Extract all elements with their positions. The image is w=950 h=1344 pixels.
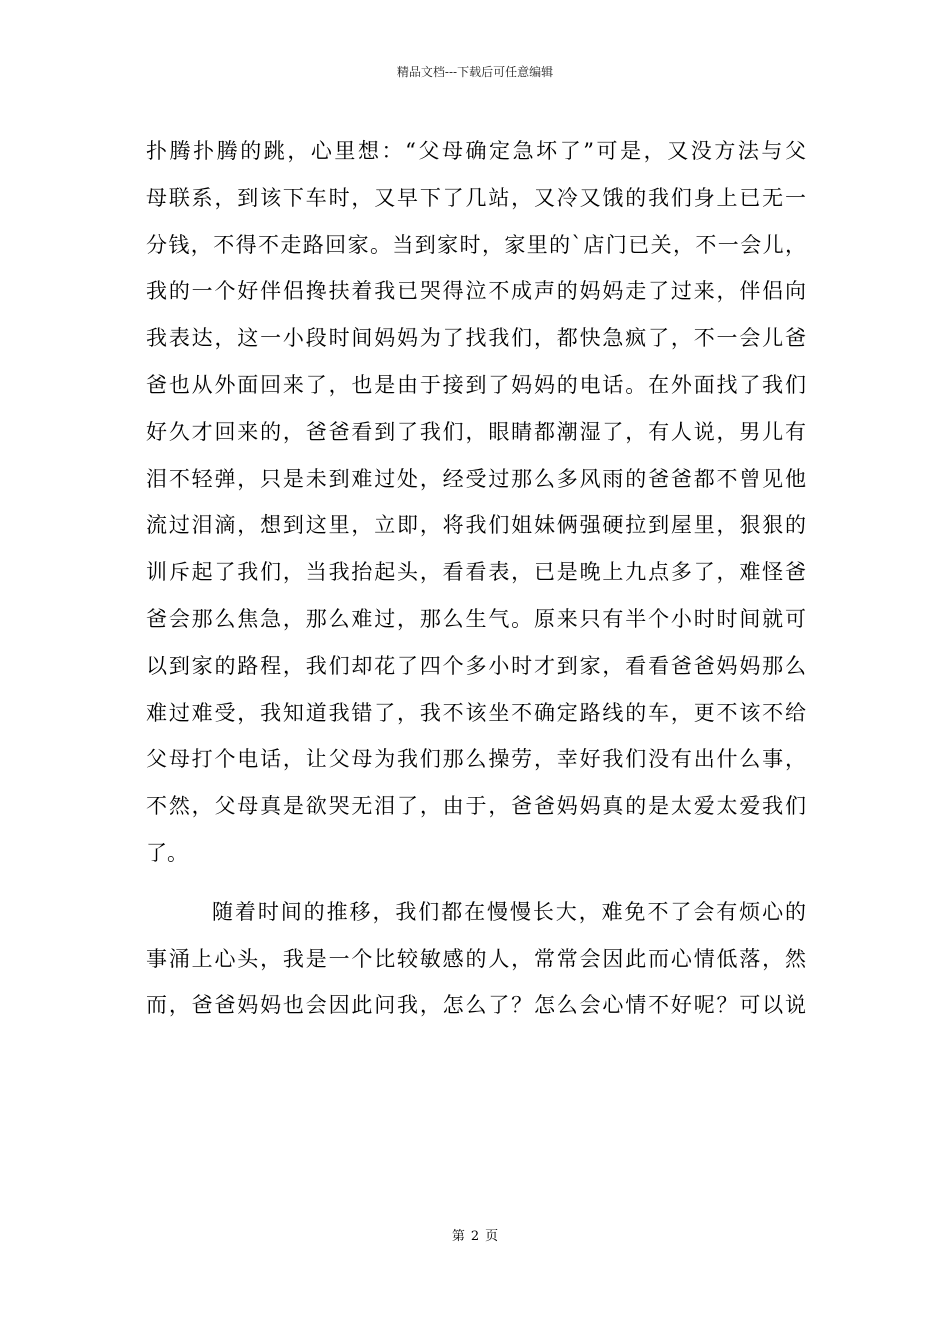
text-line: 分钱，不得不走路回家。当到家时，家里的`店门已关，不一会儿， [146,232,806,257]
page-number-prefix: 第 [451,1229,465,1244]
text-line: 母联系，到该下车时，又早下了几站，又冷又饿的我们身上已无一 [146,185,806,210]
text-line: 随着时间的推移，我们都在慢慢长大，难免不了会有烦心的 [212,899,806,924]
text-line: 训斥起了我们，当我抬起头，看看表，已是晚上九点多了，难怪爸 [146,560,806,585]
text-line: 而，爸爸妈妈也会因此问我，怎么了？怎么会心情不好呢？可以说 [146,993,806,1018]
text-line: 泪不轻弹，只是未到难过处，经受过那么多风雨的爸爸都不曾见他 [146,466,806,491]
text-line: 了。 [146,840,188,865]
text-line: 以到家的路程，我们却花了四个多小时才到家，看看爸爸妈妈那么 [146,653,806,678]
paragraph-gap [146,877,806,889]
text-line: 父母打个电话，让父母为我们那么操劳，幸好我们没有出什么事， [146,747,806,772]
paragraph-1 [146,128,806,877]
text-line: 扑腾扑腾的跳，心里想：“父母确定急坏了”可是，又没方法与父 [146,139,806,163]
text-line: 难过难受，我知道我错了，我不该坐不确定路线的车，更不该不给 [146,700,806,725]
page-header [0,64,950,80]
text-line: 爸也从外面回来了，也是由于接到了妈妈的电话。在外面找了我们 [146,372,806,397]
document-body [146,128,806,1029]
text-line: 事涌上心头，我是一个比较敏感的人，常常会因此而心情低落，然 [146,946,806,971]
page-number [0,1228,950,1246]
text-line: 爸会那么焦急，那么难过，那么生气。原来只有半个小时时间就可 [146,606,806,631]
text-line: 我表达，这一小段时间妈妈为了找我们，都快急疯了，不一会儿爸 [146,326,806,351]
paragraph-2 [146,889,806,1029]
page-number-value: 2 [470,1229,480,1244]
text-line: 不然，父母真是欲哭无泪了，由于，爸爸妈妈真的是太爱太爱我们 [146,794,806,819]
text-line: 我的一个好伴侣搀扶着我已哭得泣不成声的妈妈走了过来，伴侣向 [146,279,806,304]
page-number-suffix: 页 [485,1229,499,1244]
text-line: 流过泪滴，想到这里，立即，将我们姐妹俩强硬拉到屋里，狠狠的 [146,513,806,538]
text-line: 好久才回来的，爸爸看到了我们，眼睛都潮湿了，有人说，男儿有 [146,419,806,444]
header-text: 精品文档---下载后可任意编辑 [396,65,554,79]
